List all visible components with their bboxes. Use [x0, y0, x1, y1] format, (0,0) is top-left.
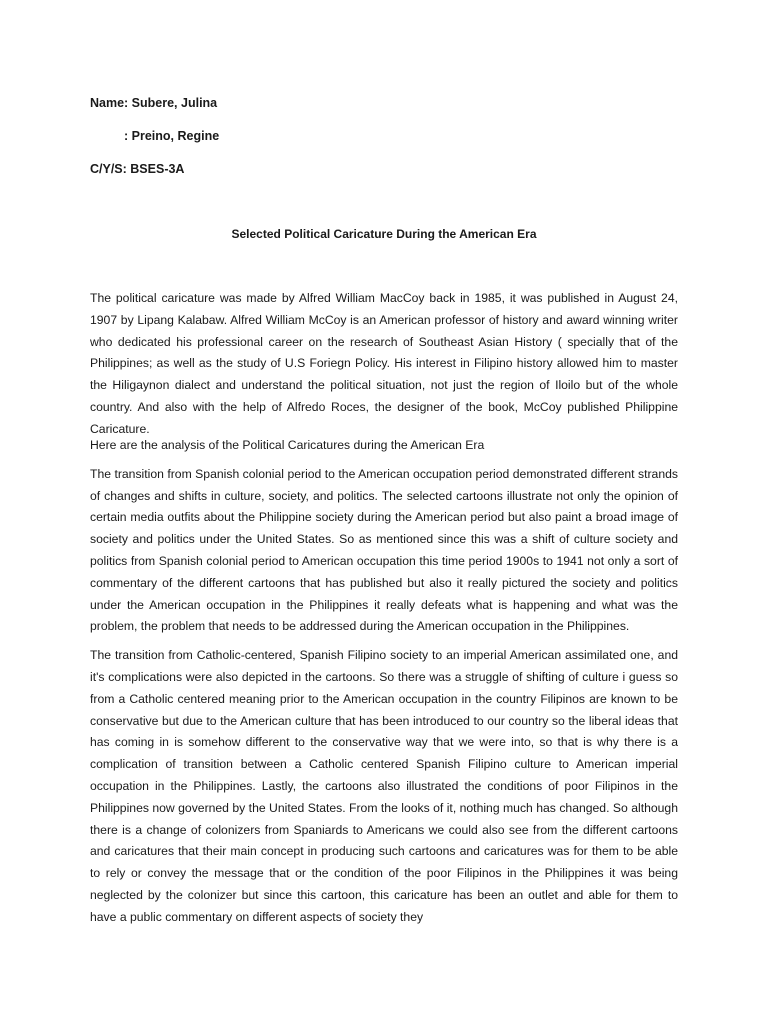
document-title: Selected Political Caricature During the American Era — [231, 227, 537, 241]
paragraph-transition-spanish-american: The transition from Spanish colonial period to the American occupation period demonstrated different strands of changes and shifts in culture, society, and politics. The selected cartoons illustrate not only the opinion of certain media outfits about the Philippine society during the American period but also paint a broad image of society and politics under the United States. So as mentioned since this was a shift of culture society and politics from Spanish colonial period to American occupation this time period 1900s to 1941 not only a sort of commentary of the different cartoons that has published but also it really pictured the society and politics under the American occupation in the Philippines it really defeats what is happening and what was the problem, the problem that needs to be addressed during the American occupation in the Philippines. — [90, 466, 678, 634]
paragraph-transition-catholic: The transition from Catholic-centered, Spanish Filipino society to an imperial American assimilated one, and it's complications were also depicted in the cartoons. So there was a struggle of shifting of culture i guess so from a Catholic centered meaning prior to the American occupation in the country Filipinos are known to be conservative but due to the American culture that has been introduced to our country so the liberal ideas that has coming in is somehow different to the conservative way that we were into, so that is why there is a complication of transition between a Catholic centered Spanish Filipino culture to American imperial occupation in the Philippines. Lastly, the cartoons also illustrated the conditions of poor Filipinos in the Philippines now governed by the United States. From the looks of it, nothing much has changed. So although there is a change of colonizers from Spaniards to Americans we could also see from the different cartoons and caricatures that their main concept in producing such cartoons and caricatures was for them to be able to rely or convey the message that or the condition of the poor Filipinos in the Philippines it was being neglected by the colonizer but since this cartoon, this caricature has been an outlet and able for them to have a public commentary on different aspects of society they — [90, 648, 678, 924]
course-year-section-line: C/Y/S: BSES-3A — [90, 162, 185, 176]
second-student-name-line: : Preino, Regine — [124, 129, 220, 143]
paragraph-intro: The political caricature was made by Alfred William MacCoy back in 1985, it was published in August 24, 1907 by Lipang Kalabaw. Alfred William McCoy is an American professor of history and award winning writer who dedicated his professional career on the research of Southeast Asian History ( specially that of the Philippines; as well as the study of U.S Foriegn Policy. His interest in Filipino history allowed him to master the Hiligaynon dialect and understand the political situation, not just the region of Iloilo but of the whole country. And also with the help of Alfredo Roces, the designer of the book, McCoy published Philippine Caricature. — [90, 291, 678, 436]
student-name-line: Name: Subere, Julina — [90, 96, 218, 110]
paragraph-analysis-heading: Here are the analysis of the Political Caricatures during the American Era — [90, 438, 485, 452]
document-body — [90, 288, 678, 929]
